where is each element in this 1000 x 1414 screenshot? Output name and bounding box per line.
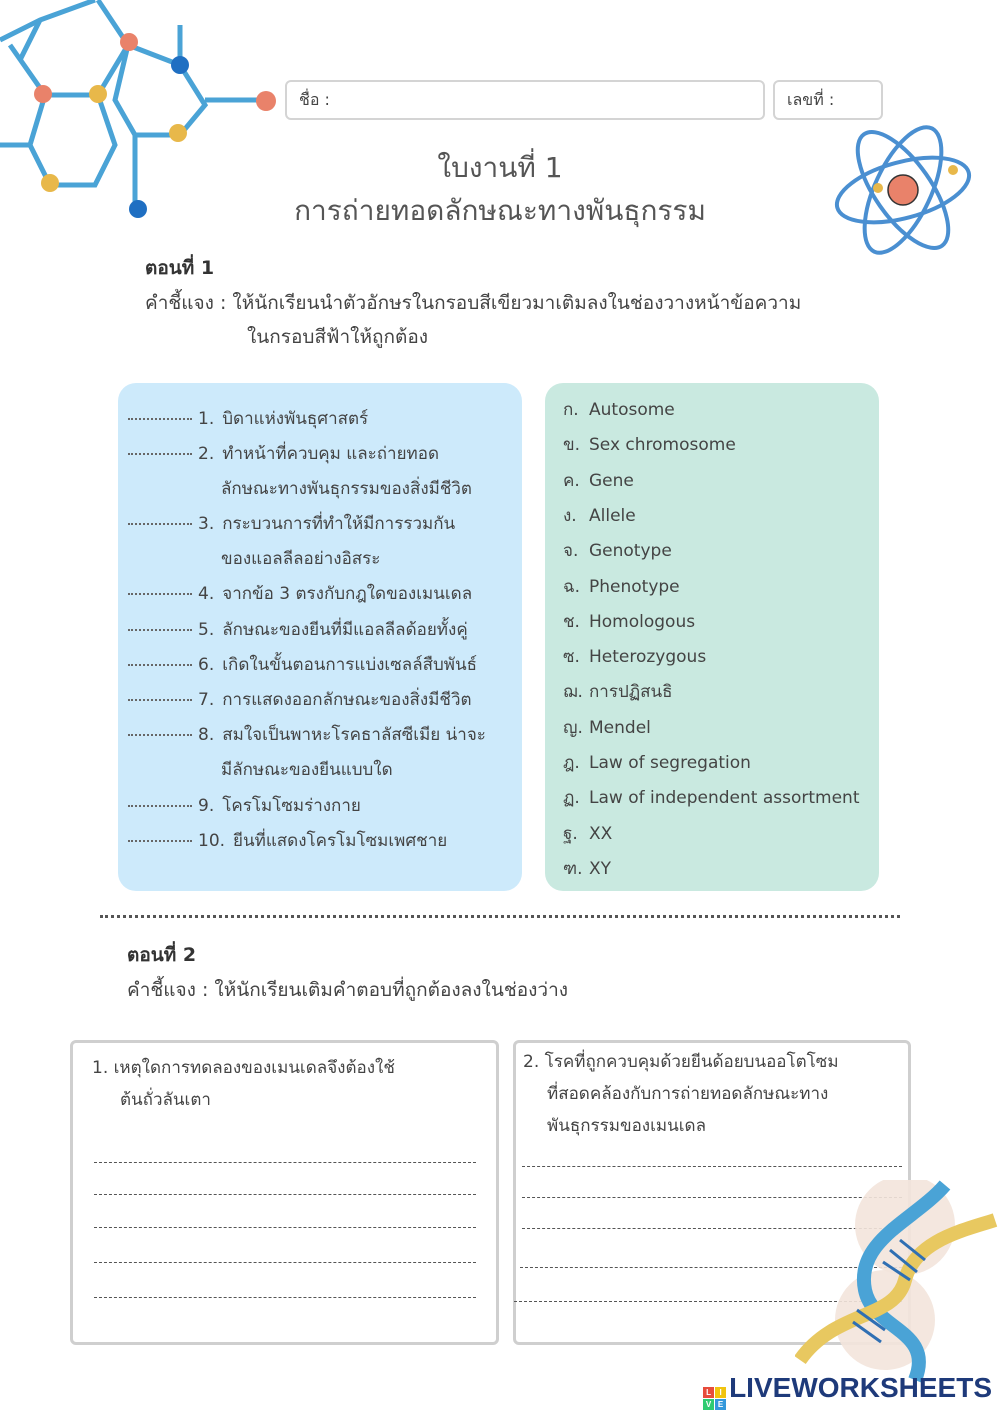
question-number: 2. bbox=[198, 444, 215, 464]
question-item bbox=[128, 686, 472, 713]
question-number: 8. bbox=[198, 725, 215, 745]
question-text: เกิดในขั้นตอนการแบ่งเซลล์สืบพันธ์ bbox=[222, 655, 477, 675]
option-item bbox=[563, 502, 636, 529]
option-letter: ญ. bbox=[563, 717, 583, 738]
option-text: Law of segregation bbox=[589, 753, 751, 773]
question-text-continued: ของแอลลีลอย่างอิสระ bbox=[221, 549, 381, 569]
option-item bbox=[563, 714, 651, 741]
answer-blank[interactable] bbox=[128, 453, 192, 455]
question-number: 9. bbox=[198, 796, 215, 816]
answer-1-line[interactable] bbox=[94, 1194, 476, 1195]
question-text: กระบวนการที่ทำให้มีการรวมกัน bbox=[222, 514, 456, 534]
option-text: Homologous bbox=[589, 611, 696, 632]
question-2-line2: ที่สอดคล้องกับการถ่ายทอดลักษณะทาง bbox=[547, 1084, 829, 1104]
option-letter: จ. bbox=[563, 541, 579, 562]
option-letter: ข. bbox=[563, 435, 581, 456]
option-letter: ค. bbox=[563, 470, 580, 491]
option-item bbox=[563, 820, 612, 847]
option-item bbox=[563, 784, 860, 811]
question-text: โครโมโซมร่างกาย bbox=[222, 796, 361, 816]
option-item bbox=[563, 537, 672, 564]
question-item bbox=[128, 827, 447, 854]
answer-1-line[interactable] bbox=[94, 1227, 476, 1228]
number-label: เลขที่ : bbox=[787, 90, 835, 109]
number-field[interactable] bbox=[773, 80, 883, 120]
question-item bbox=[128, 405, 368, 432]
option-text: Phenotype bbox=[589, 576, 680, 597]
question-item bbox=[128, 616, 468, 643]
options-panel bbox=[545, 383, 879, 891]
option-letter: ฉ. bbox=[563, 576, 580, 597]
question-text: บิดาแห่งพันธุศาสตร์ bbox=[222, 409, 369, 429]
option-letter: ฏ. bbox=[563, 788, 580, 809]
part1-instruction-line2: ในกรอบสีฟ้าให้ถูกต้อง bbox=[247, 326, 429, 348]
option-text: Heterozygous bbox=[589, 647, 707, 668]
question-text: สมใจเป็นพาหะโรคธาลัสซีเมีย น่าจะ bbox=[222, 725, 486, 745]
option-letter: ฎ. bbox=[563, 753, 580, 773]
option-text: XX bbox=[589, 823, 613, 844]
brand-mark-letter: L bbox=[703, 1387, 714, 1398]
option-letter: ก. bbox=[563, 400, 579, 420]
part2-instruction: คำชี้แจง : ให้นักเรียนเติมคำตอบที่ถูกต้องลงในช่องว่าง bbox=[127, 979, 569, 1001]
question-number: 1. bbox=[198, 409, 215, 429]
brand-mark-icon bbox=[703, 1387, 726, 1410]
section-divider bbox=[100, 915, 900, 918]
option-letter: ฐ. bbox=[563, 823, 578, 844]
part2-label: ตอนที่ 2 bbox=[127, 944, 197, 966]
answer-1-line[interactable] bbox=[94, 1162, 476, 1163]
option-text: Gene bbox=[589, 470, 634, 491]
brand-mark-letter: V bbox=[703, 1399, 714, 1410]
question-1-line2: ต้นถั่วลันเตา bbox=[120, 1090, 211, 1110]
answer-2-line[interactable] bbox=[522, 1166, 902, 1167]
question-item bbox=[128, 651, 477, 678]
option-item bbox=[563, 467, 634, 494]
question-number: 7. bbox=[198, 690, 215, 710]
question-text: จากข้อ 3 ตรงกับกฎใดของเมนเดล bbox=[222, 584, 473, 604]
brand-mark-letter: I bbox=[715, 1387, 726, 1398]
worksheet-subtitle: การถ่ายทอดลักษณะทางพันธุกรรม bbox=[294, 194, 706, 227]
option-text: XY bbox=[589, 858, 612, 879]
question-text: ลักษณะของยีนที่มีแอลลีลด้อยทั้งคู่ bbox=[222, 620, 468, 640]
question-item bbox=[128, 721, 486, 748]
option-item bbox=[563, 396, 675, 423]
liveworksheets-logo bbox=[703, 1372, 992, 1410]
answer-blank[interactable] bbox=[128, 629, 192, 631]
option-item bbox=[563, 855, 611, 882]
option-letter: ซ. bbox=[563, 647, 580, 668]
question-2-line3: พันธุกรรมของเมนเดล bbox=[547, 1116, 707, 1136]
option-item bbox=[563, 678, 673, 705]
question-text: ยีนที่แสดงโครโมโซมเพศชาย bbox=[233, 831, 448, 851]
option-text: Law of independent assortment bbox=[589, 788, 860, 809]
question-number: 6. bbox=[198, 655, 215, 675]
option-item bbox=[563, 608, 695, 635]
answer-blank[interactable] bbox=[128, 664, 192, 666]
answer-blank[interactable] bbox=[128, 418, 192, 420]
question-text-continued: ลักษณะทางพันธุกรรมของสิ่งมีชีวิต bbox=[221, 479, 472, 499]
answer-blank[interactable] bbox=[128, 593, 192, 595]
question-item bbox=[128, 510, 455, 537]
question-1-line1: 1. เหตุใดการทดลองของเมนเดลจึงต้องใช้ bbox=[92, 1058, 395, 1078]
worksheet-title: ใบงานที่ 1 bbox=[437, 151, 563, 184]
question-item bbox=[128, 792, 361, 819]
option-item bbox=[563, 749, 751, 776]
brand-name: LIVEWORKSHEETS bbox=[729, 1372, 992, 1403]
question-number: 3. bbox=[198, 514, 215, 534]
question-text: ทำหน้าที่ควบคุม และถ่ายทอด bbox=[222, 444, 440, 464]
option-letter: ฌ. bbox=[563, 682, 583, 703]
question-item bbox=[128, 440, 439, 467]
question-number: 4. bbox=[198, 584, 215, 604]
answer-1-line[interactable] bbox=[94, 1262, 476, 1263]
question-number: 5. bbox=[198, 620, 215, 640]
option-letter: ง. bbox=[563, 505, 577, 526]
option-letter: ช. bbox=[563, 611, 580, 632]
question-item bbox=[128, 580, 472, 607]
option-item bbox=[563, 431, 736, 458]
atom-icon bbox=[828, 118, 978, 268]
option-text: การปฏิสนธิ bbox=[589, 682, 673, 703]
name-label: ชื่อ : bbox=[299, 90, 330, 109]
part1-instruction-line1: คำชี้แจง : ให้นักเรียนนำตัวอักษรในกรอบสีเขียวมาเติมลงในช่องวางหน้าข้อความ bbox=[145, 292, 802, 314]
option-item bbox=[563, 643, 706, 670]
part1-label: ตอนที่ 1 bbox=[145, 257, 215, 279]
option-text: Allele bbox=[589, 505, 636, 526]
name-field[interactable] bbox=[285, 80, 765, 120]
question-2-line1: 2. โรคที่ถูกควบคุมด้วยยีนด้อยบนออโตโซม bbox=[523, 1052, 839, 1072]
question-text-continued: มีลักษณะของยีนแบบใด bbox=[221, 760, 393, 780]
answer-blank[interactable] bbox=[128, 840, 192, 842]
question-number: 10. bbox=[198, 831, 226, 851]
question-text: การแสดงออกลักษณะของสิ่งมีชีวิต bbox=[222, 690, 472, 710]
option-text: Mendel bbox=[589, 717, 651, 738]
option-letter: ฑ. bbox=[563, 858, 583, 879]
option-text: Sex chromosome bbox=[589, 435, 736, 456]
answer-blank[interactable] bbox=[128, 734, 192, 736]
option-text: Genotype bbox=[589, 541, 672, 562]
answer-blank[interactable] bbox=[128, 699, 192, 701]
answer-1-line[interactable] bbox=[94, 1297, 476, 1298]
brand-mark-letter: E bbox=[715, 1399, 726, 1410]
option-item bbox=[563, 573, 680, 600]
dna-decoration bbox=[795, 1180, 1000, 1390]
option-text: Autosome bbox=[589, 400, 675, 420]
answer-blank[interactable] bbox=[128, 805, 192, 807]
answer-blank[interactable] bbox=[128, 523, 192, 525]
